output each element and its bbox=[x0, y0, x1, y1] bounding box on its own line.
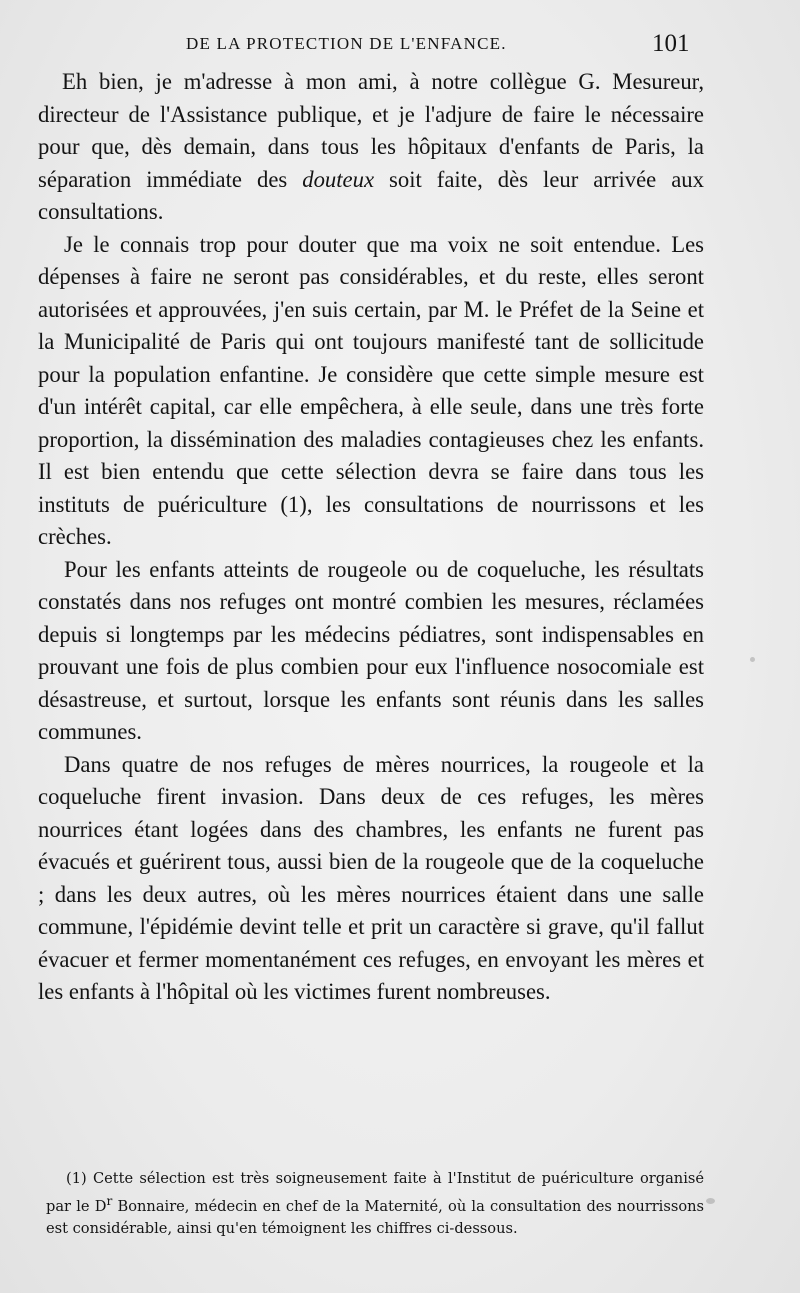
paragraph-3: Pour les enfants atteints de rougeole ou de coqueluche, les résultats constatés dans nos refuges ont montré combien les mesures, réclamées depuis si longtemps par les médecins pédiatres, sont indispensables en prouvant une fois de plus combien pour eux l'influence nosocomiale est désastreuse, et surtout, lorsque les enfants sont réunis dans les salles communes. bbox=[38, 556, 704, 744]
ink-speck bbox=[706, 1198, 715, 1204]
paragraph-2: Je le connais trop pour douter que ma voix ne soit entendue. Les dépenses à faire ne seront pas considérables, et du reste, elles seront autorisées et approuvées, j'en suis certain, par M. le Préfet de la Seine et la Municipalité de Paris qui ont toujours manifesté tant de sollicitude pour la population enfantine. Je considère que cette simple mesure est d'un intérêt capital, car elle empêchera, à elle seule, dans une très forte proportion, la dissémination des maladies contagieuses chez les enfants. Il est bien entendu que cette sélection devra se faire dans tous les instituts de puériculture (1), les consultations de nourrissons et les crèches. bbox=[38, 231, 704, 549]
running-header bbox=[0, 30, 800, 64]
paragraph-1-text-end: soit faite, dès leur arrivée aux consultations. bbox=[38, 166, 704, 224]
page-number: 101 bbox=[652, 30, 690, 57]
ink-speck bbox=[750, 657, 755, 662]
paragraph-4: Dans quatre de nos refuges de mères nourrices, la rougeole et la coqueluche firent invasion. Dans deux de ces refuges, les mères nourrices étant logées dans des chambres, les enfants ne furent pas évacués et guérirent tous, aussi bien de la rougeole que de la coqueluche ; dans les deux autres, où les mères nourrices étaient dans une salle commune, l'épidémie devint telle et prit un caractère si grave, qu'il fallut évacuer et fermer momentanément ces refuges, en envoyant les mères et les enfants à l'hôpital où les victimes furent nombreuses. bbox=[38, 751, 704, 1004]
body-text bbox=[38, 66, 704, 1009]
paragraph-1-text: Eh bien, je m'adresse à mon ami, à notre collègue G. Mesureur, directeur de l'Assistance publique, et je l'adjure de faire le nécessaire pour que, dès demain, dans tous les hôpitaux d'enfants de Paris, la séparation immédiate des bbox=[38, 69, 704, 192]
paragraph-1 bbox=[38, 66, 704, 229]
footnote-superscript: r bbox=[106, 1194, 113, 1208]
running-header-title: DE LA PROTECTION DE L'ENFANCE. bbox=[186, 34, 507, 53]
footnote-text-end: Bonnaire, médecin en chef de la Maternité, où la consultation des nourrissons est considérable, ainsi qu'en témoignent les chiffres ci-dessous. bbox=[46, 1197, 704, 1237]
paragraph-1-emphasis: douteux bbox=[302, 166, 375, 192]
footnote-text-start: (1) Cette sélection est très soigneusement faite à l'Institut de puériculture organisé par le D bbox=[46, 1170, 704, 1215]
footnote bbox=[46, 1168, 704, 1240]
footnote-text bbox=[46, 1168, 704, 1240]
